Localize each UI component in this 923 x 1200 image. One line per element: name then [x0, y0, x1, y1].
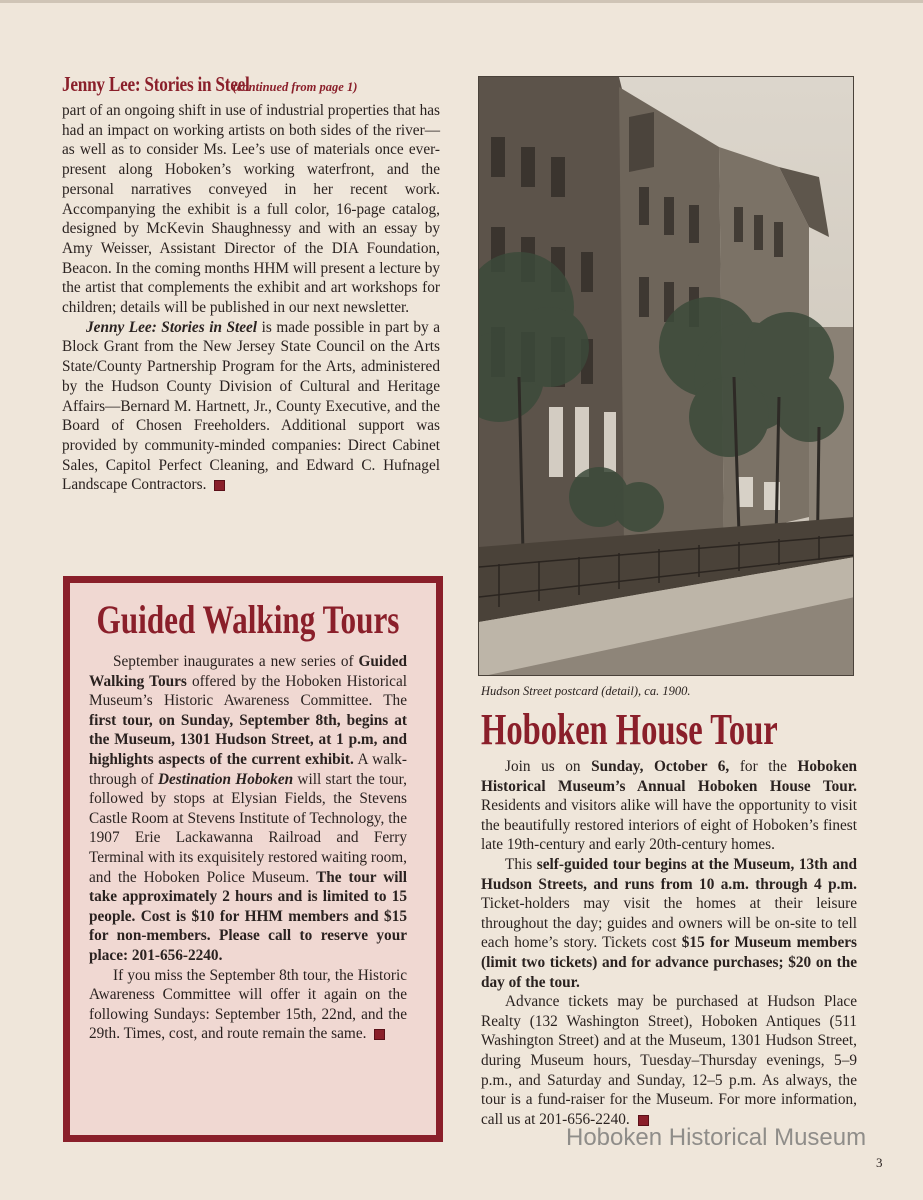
house-tour-title: Hoboken House Tour: [481, 705, 778, 754]
house-tour-paragraph: Advance tickets may be purchased at Hudson Place Realty (132 Washington Street), Hoboken Antiques (511 Washington Street) and at the Museum, 1301 Hudson Street, during Museum hours, Tuesday–Thursday evenings, 5–9 p.m., and Saturday and Sunday, 12–5 p.m. As always, the tour is a fund-raiser for the Museum. For more information, call us at 201-656-2240.: [481, 993, 857, 1128]
house-tour-paragraph: Join us on Sunday, October 6, for the Hoboken Historical Museum’s Annual Hoboken House Tour. Residents and visitors alike will have the opportunity to visit the beautifully restored interiors of eight of Hoboken’s finest late 19th-century and early 20th-century homes.: [481, 758, 858, 854]
hudson-street-photo: [478, 76, 854, 676]
photo-caption: Hudson Street postcard (detail), ca. 1900.: [481, 684, 691, 698]
walking-tours-content: [89, 598, 407, 1044]
end-mark-icon: [214, 480, 225, 491]
page-number: 3: [876, 1155, 883, 1170]
house-tour-article: [481, 705, 857, 1129]
walking-tours-title: Guided Walking Tours: [96, 597, 400, 642]
article-heading: Jenny Lee: Stories in Steel: [62, 72, 250, 96]
house-tour-paragraph: This self-guided tour begins at the Museum, 13th and Hudson Streets, and runs from 10 a.m. through 4 p.m. Ticket-holders may visit the homes at their leisure throughout the day; guides and owners will be on-site to tell each home’s story. Tickets cost $15 for Museum members (limit two tickets) and for advance purchases; $20 on the day of the tour.: [481, 855, 857, 991]
walking-tours-box: [63, 576, 443, 1142]
walking-tours-paragraph: September inaugurates a new series of Guided Walking Tours offered by the Hoboken Historical Museum’s Historic Awareness Committee. The first tour, on Sunday, September 8th, begins at the Museum, 1301 Hudson Street, at 1 p.m, and highlights aspects of the current exhibit. A walk-through of Destination Hoboken will start the tour, followed by stops at Elysian Fields, the Stevens Castle Room at Stevens Institute of Technology, the 1907 Erie Lackawanna Railroad and Ferry Terminal with its exquisitely restored waiting room, and the Hoboken Police Museum. The tour will take approximately 2 hours and is limited to 15 people. Cost is $10 for HHM members and $15 for non-members. Please call to reserve your place: 201-656-2240.: [89, 653, 408, 964]
article-paragraph: Jenny Lee: Stories in Steel is made possible in part by a Block Grant from the New Jersey State Council on the Arts State/County Partnership Program for the Arts, administered by the Hudson County Division of Cultural and Heritage Affairs—Bernard M. Hartnett, Jr., County Executive, and the Board of Chosen Freeholders. Additional support was provided by community-minded companies: Direct Cabinet Sales, Capitol Perfect Cleaning, and Edward C. Hufnagel Landscape Contractors.: [62, 318, 440, 494]
article-paragraph: part of an ongoing shift in use of industrial properties that has had an impact on working artists on both sides of the river—as well as to consider Ms. Lee’s use of materials once ever-present along Hoboken’s working waterfront, and the personal narratives conveyed in her recent work. Accompanying the exhibit is a full color, 16-page catalog, designed by McKevin Shaughnessy and with an essay by Amy Weisser, Assistant Director of the DIA Foundation, Beacon. In the coming months HHM will present a lecture by the artist that complements the exhibit and art workshops for children; details will be published in our next newsletter.: [62, 102, 440, 317]
watermark: Hoboken Historical Museum: [566, 1124, 867, 1151]
walking-tours-paragraph: If you miss the September 8th tour, the Historic Awareness Committee will offer it again on the following Sundays: September 15th, 22nd, and the 29th. Times, cost, and route remain the same.: [89, 966, 407, 1043]
end-mark-icon: [374, 1029, 385, 1040]
jenny-lee-article: [62, 72, 440, 495]
article-heading-line: [62, 72, 440, 101]
continued-note: (continued from page 1): [232, 80, 358, 94]
exhibit-title: Jenny Lee: Stories in Steel: [86, 318, 258, 336]
